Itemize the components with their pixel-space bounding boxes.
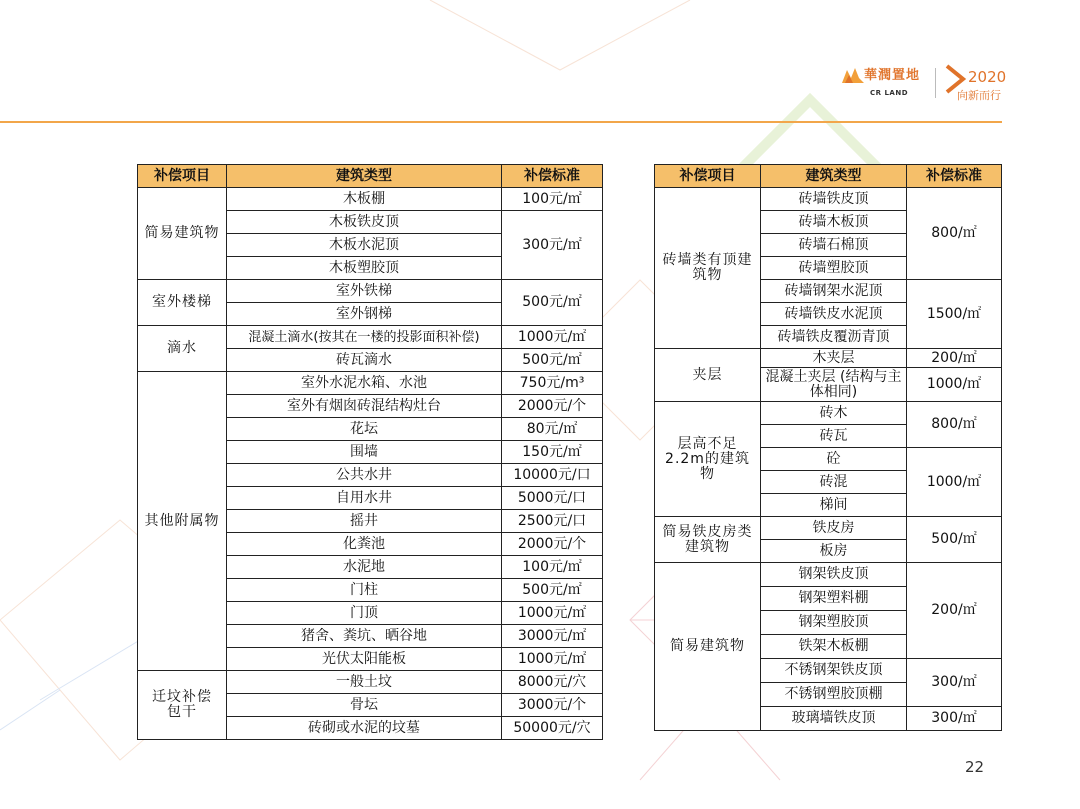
header-cell: 建筑类型: [761, 165, 907, 188]
type-cell: 木板塑胶顶: [227, 257, 502, 280]
category-cell: 其他附属物: [138, 372, 227, 671]
type-cell: 钢架塑料棚: [761, 587, 907, 611]
type-cell: 砖墙铁皮覆沥青顶: [761, 326, 907, 349]
type-cell: 一般土坟: [227, 671, 502, 694]
type-cell: 铁架木板棚: [761, 635, 907, 659]
page-number: 22: [965, 758, 985, 776]
type-cell: 铁皮房: [761, 517, 907, 540]
table-row: [655, 349, 1002, 368]
header-cell: 建筑类型: [227, 165, 502, 188]
type-cell: 钢架铁皮顶: [761, 563, 907, 587]
standard-cell: 1500/㎡: [907, 280, 1002, 349]
standard-cell: 1000/㎡: [907, 368, 1002, 402]
type-cell: 室外水泥水箱、水池: [227, 372, 502, 395]
header-cell: 补偿项目: [138, 165, 227, 188]
standard-cell: 50000元/穴: [502, 717, 603, 740]
type-cell: 砼: [761, 448, 907, 471]
standard-cell: 200/㎡: [907, 563, 1002, 659]
type-cell: 室外有烟囱砖混结构灶台: [227, 395, 502, 418]
type-cell: 摇井: [227, 510, 502, 533]
standard-cell: 2000元/个: [502, 533, 603, 556]
standard-cell: 1000元/㎡: [502, 648, 603, 671]
type-cell: 门顶: [227, 602, 502, 625]
compensation-table-left: [137, 164, 603, 740]
standard-cell: 1000/㎡: [907, 448, 1002, 517]
type-cell: 砖墙铁皮水泥顶: [761, 303, 907, 326]
standard-cell: 10000元/口: [502, 464, 603, 487]
category-cell: 室外楼梯: [138, 280, 227, 326]
type-cell: 木夹层: [761, 349, 907, 368]
type-cell: 板房: [761, 540, 907, 563]
type-cell: 砖木: [761, 402, 907, 425]
type-cell: 钢架塑胶顶: [761, 611, 907, 635]
table-row: [655, 517, 1002, 540]
type-cell: 砖墙石棉顶: [761, 234, 907, 257]
type-cell: 不锈钢塑胶顶棚: [761, 683, 907, 707]
type-cell: 花坛: [227, 418, 502, 441]
type-cell: 公共水井: [227, 464, 502, 487]
standard-cell: 8000元/穴: [502, 671, 603, 694]
cr-land-mountain-icon: [842, 66, 864, 84]
table-row: [655, 188, 1002, 211]
type-cell: 梯间: [761, 494, 907, 517]
logo-divider: [935, 68, 936, 98]
slogan-year: 2020: [968, 68, 1007, 86]
standard-cell: 100元/㎡: [502, 556, 603, 579]
standard-cell: 300/㎡: [907, 659, 1002, 707]
type-cell: 木板铁皮顶: [227, 211, 502, 234]
type-cell: 室外钢梯: [227, 303, 502, 326]
header-cell: 补偿标准: [502, 165, 603, 188]
type-cell: 砖墙塑胶顶: [761, 257, 907, 280]
table-row: [655, 402, 1002, 425]
standard-cell: 500元/㎡: [502, 579, 603, 602]
table-row: [138, 326, 603, 349]
type-cell: 化粪池: [227, 533, 502, 556]
category-cell: 夹层: [655, 349, 761, 402]
type-cell: 木板棚: [227, 188, 502, 211]
type-cell: 围墙: [227, 441, 502, 464]
header-divider-line: [0, 121, 1002, 123]
company-logo: [842, 62, 1007, 102]
category-cell: 滴水: [138, 326, 227, 372]
standard-cell: 1000元/㎡: [502, 326, 603, 349]
standard-cell: 500元/㎡: [502, 349, 603, 372]
standard-cell: 500/㎡: [907, 517, 1002, 563]
category-cell: 简易建筑物: [138, 188, 227, 280]
standard-cell: 2000元/个: [502, 395, 603, 418]
standard-cell: 3000元/个: [502, 694, 603, 717]
type-cell: 砖瓦滴水: [227, 349, 502, 372]
standard-cell: 150元/㎡: [502, 441, 603, 464]
brand-name-en: CR LAND: [870, 89, 909, 97]
table-row: [138, 372, 603, 395]
standard-cell: 2500元/口: [502, 510, 603, 533]
slogan-text: 向新而行: [957, 89, 1001, 102]
type-cell: 不锈钢架铁皮顶: [761, 659, 907, 683]
type-cell: 砖墙铁皮顶: [761, 188, 907, 211]
category-cell: 简易建筑物: [655, 563, 761, 731]
header-cell: 补偿标准: [907, 165, 1002, 188]
type-cell: 砖混: [761, 471, 907, 494]
type-cell: 混凝土滴水(按其在一楼的投影面积补偿): [227, 326, 502, 349]
type-cell: 木板水泥顶: [227, 234, 502, 257]
standard-cell: 200/㎡: [907, 349, 1002, 368]
type-cell: 室外铁梯: [227, 280, 502, 303]
table-row: [138, 671, 603, 694]
table-row: [138, 280, 603, 303]
standard-cell: 100元/㎡: [502, 188, 603, 211]
header-cell: 补偿项目: [655, 165, 761, 188]
type-cell: 自用水井: [227, 487, 502, 510]
type-cell: 猪舍、粪坑、晒谷地: [227, 625, 502, 648]
type-cell: 砖砌或水泥的坟墓: [227, 717, 502, 740]
category-cell: 简易铁皮房类建筑物: [655, 517, 761, 563]
category-cell: 迁坟补偿包干: [138, 671, 227, 740]
compensation-table-right: [654, 164, 1002, 731]
standard-cell: 800/㎡: [907, 402, 1002, 448]
standard-cell: 800/㎡: [907, 188, 1002, 280]
standard-cell: 80元/㎡: [502, 418, 603, 441]
category-cell: 砖墙类有顶建筑物: [655, 188, 761, 349]
table-row: [655, 563, 1002, 587]
standard-cell: 3000元/㎡: [502, 625, 603, 648]
standard-cell: 300元/㎡: [502, 211, 603, 280]
type-cell: 骨坛: [227, 694, 502, 717]
type-cell: 玻璃墙铁皮顶: [761, 707, 907, 731]
table-header-row: [138, 165, 603, 188]
standard-cell: 5000元/口: [502, 487, 603, 510]
table-row: [138, 188, 603, 211]
type-cell: 光伏太阳能板: [227, 648, 502, 671]
standard-cell: 500元/㎡: [502, 280, 603, 326]
type-cell: 混凝土夹层 (结构与主体相同): [761, 368, 907, 402]
type-cell: 砖瓦: [761, 425, 907, 448]
standard-cell: 300/㎡: [907, 707, 1002, 731]
standard-cell: 750元/m³: [502, 372, 603, 395]
type-cell: 砖墙木板顶: [761, 211, 907, 234]
table-header-row: [655, 165, 1002, 188]
type-cell: 门柱: [227, 579, 502, 602]
type-cell: 水泥地: [227, 556, 502, 579]
brand-name: 華潤置地: [864, 68, 921, 83]
standard-cell: 1000元/㎡: [502, 602, 603, 625]
type-cell: 砖墙钢架水泥顶: [761, 280, 907, 303]
category-cell: 层高不足2.2m的建筑物: [655, 402, 761, 517]
